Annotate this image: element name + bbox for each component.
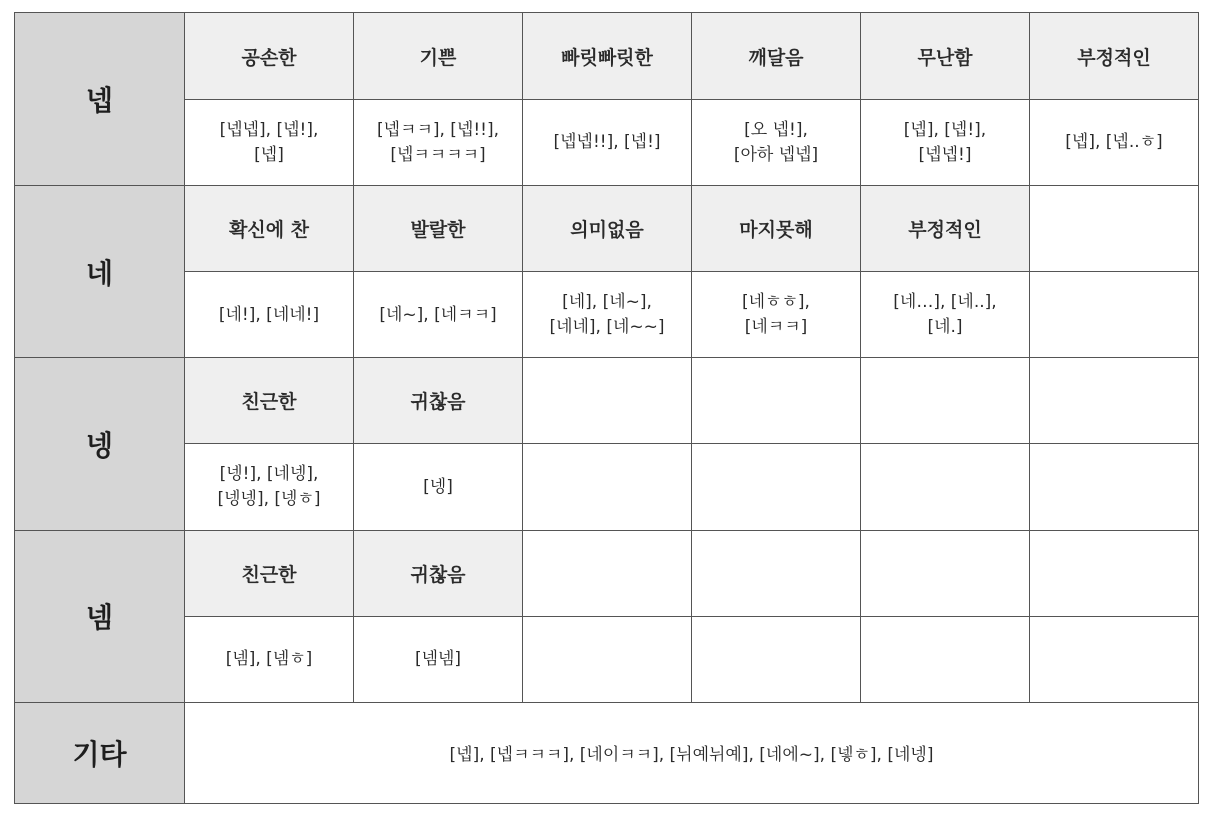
- category-header: 부정적인: [861, 186, 1030, 272]
- empty-cell: [861, 530, 1030, 616]
- empty-cell: [1030, 616, 1199, 702]
- empty-cell: [1030, 358, 1199, 444]
- response-styles-table: [14, 12, 1199, 804]
- category-header: 공손한: [185, 13, 354, 100]
- empty-cell: [692, 616, 861, 702]
- empty-cell: [1030, 272, 1199, 358]
- category-header: 귀찮음: [354, 358, 523, 444]
- empty-cell: [1030, 186, 1199, 272]
- nep-values-row: [15, 100, 1199, 186]
- empty-cell: [523, 530, 692, 616]
- empty-cell: [692, 358, 861, 444]
- empty-cell: [861, 358, 1030, 444]
- example-values-cell: [네~], [네ㅋㅋ]: [354, 272, 523, 358]
- example-values-cell: [네ㅎㅎ], [네ㅋㅋ]: [692, 272, 861, 358]
- example-values-cell: [오 넵!], [아하 넵넵]: [692, 100, 861, 186]
- category-header: 친근한: [185, 530, 354, 616]
- nem-values-row: [15, 616, 1199, 702]
- empty-cell: [523, 616, 692, 702]
- example-values-cell: [넴넴]: [354, 616, 523, 702]
- example-values-cell: [네…], [네..], [네.]: [861, 272, 1030, 358]
- category-header: 귀찮음: [354, 530, 523, 616]
- empty-cell: [1030, 444, 1199, 530]
- empty-cell: [523, 444, 692, 530]
- example-values-cell: [네], [네~], [네네], [네~~]: [523, 272, 692, 358]
- empty-cell: [861, 444, 1030, 530]
- ne-header-row: [15, 186, 1199, 272]
- empty-cell: [1030, 530, 1199, 616]
- row-label-neng: 넹: [15, 358, 185, 530]
- empty-cell: [692, 444, 861, 530]
- empty-cell: [523, 358, 692, 444]
- category-header: 기쁜: [354, 13, 523, 100]
- neng-values-row: [15, 444, 1199, 530]
- example-values-cell: [넹]: [354, 444, 523, 530]
- row-label-nep: 넵: [15, 13, 185, 186]
- ne-values-row: [15, 272, 1199, 358]
- example-values-cell: [네!], [네네!]: [185, 272, 354, 358]
- category-header: 무난함: [861, 13, 1030, 100]
- empty-cell: [861, 616, 1030, 702]
- example-values-cell: [넵넵], [넵!], [넵]: [185, 100, 354, 186]
- row-label-ne: 네: [15, 186, 185, 358]
- category-header: 발랄한: [354, 186, 523, 272]
- category-header: 확신에 찬: [185, 186, 354, 272]
- category-header: 빠릿빠릿한: [523, 13, 692, 100]
- row-label-other: 기타: [15, 702, 185, 803]
- category-header: 부정적인: [1030, 13, 1199, 100]
- category-header: 친근한: [185, 358, 354, 444]
- category-header: 깨달음: [692, 13, 861, 100]
- neng-header-row: [15, 358, 1199, 444]
- example-values-cell: [넹!], [네넹], [넹넹], [넹ㅎ]: [185, 444, 354, 530]
- example-values-cell: [넵넵!!], [넵!]: [523, 100, 692, 186]
- category-header: 의미없음: [523, 186, 692, 272]
- nem-header-row: [15, 530, 1199, 616]
- nep-header-row: [15, 13, 1199, 100]
- category-header: 마지못해: [692, 186, 861, 272]
- example-values-cell: [넵ㅋㅋ], [넵!!], [넵ㅋㅋㅋㅋ]: [354, 100, 523, 186]
- example-values-cell: [넵], [넵..ㅎ]: [1030, 100, 1199, 186]
- other-row: [15, 702, 1199, 803]
- row-label-nem: 넴: [15, 530, 185, 702]
- other-values-cell: [넵], [넵ㅋㅋㅋ], [네이ㅋㅋ], [뉘예뉘예], [네에~], [넿ㅎ], [네넹]: [185, 702, 1199, 803]
- example-values-cell: [넵], [넵!], [넵넵!]: [861, 100, 1030, 186]
- empty-cell: [692, 530, 861, 616]
- example-values-cell: [넴], [넴ㅎ]: [185, 616, 354, 702]
